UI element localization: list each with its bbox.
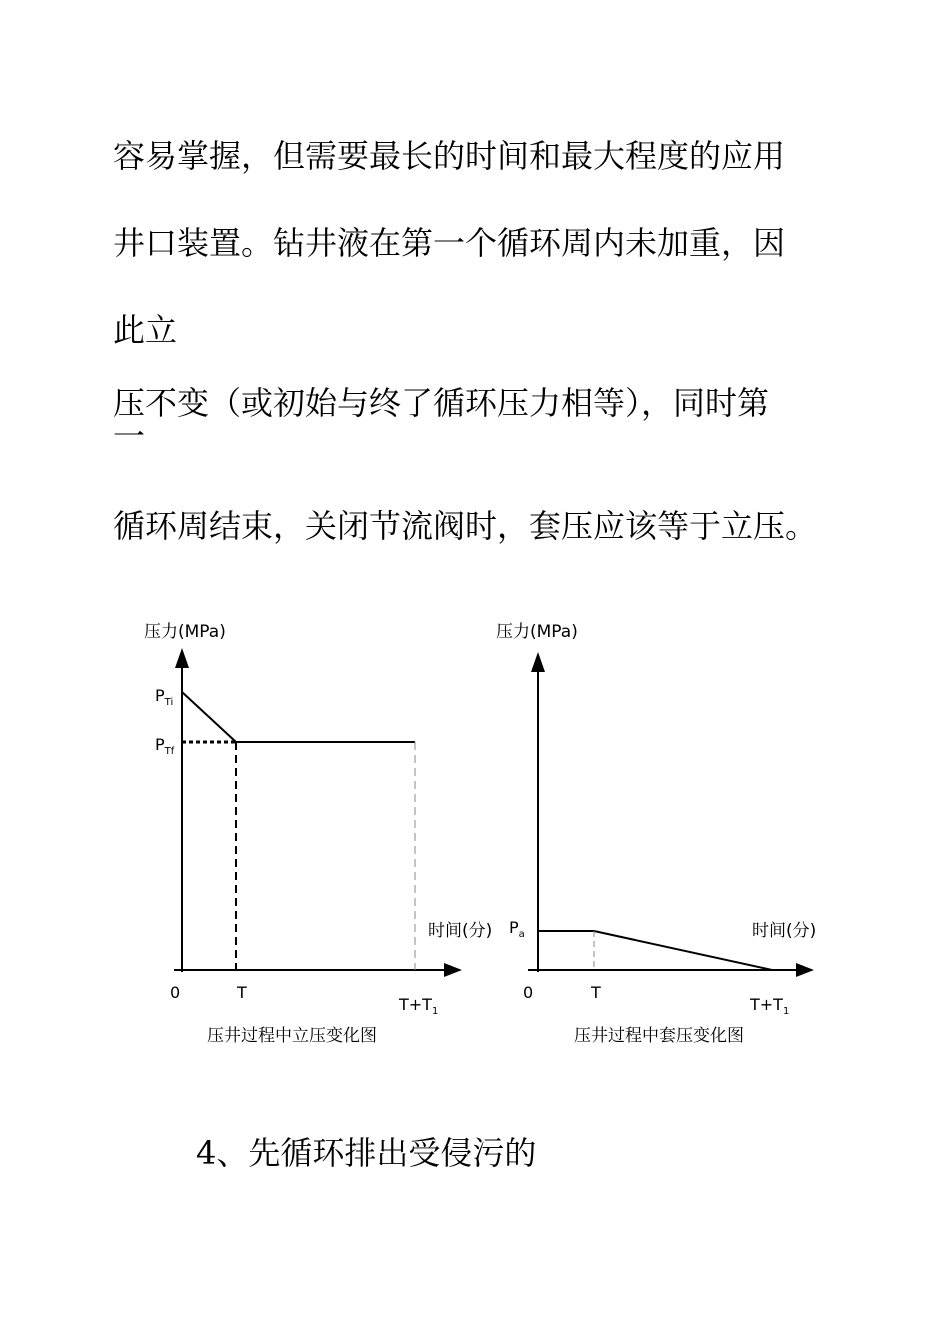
casing-pressure-diagram [496,622,816,1046]
right-t-tick-label: T [591,983,601,1002]
body-text-line-5: 一 [113,417,146,455]
left-t-tick-label: T [237,983,247,1002]
right-x-axis-arrow [796,963,814,977]
body-text-line-3: 此立 [113,311,178,349]
left-x-axis-label: 时间(分) [428,921,493,941]
left-x-axis-arrow [444,963,462,977]
left-pti-label: $P_{Ti}$ [155,686,174,708]
left-diagram-caption: 压井过程中立压变化图 [207,1026,377,1046]
right-x-axis-label: 时间(分) [752,921,817,941]
right-tt1-tick-label: $T+T_1$ [750,995,790,1017]
right-diagram-caption: 压井过程中套压变化图 [574,1026,744,1046]
body-text-line-1: 容易掌握，但需要最长的时间和最大程度的应用 [113,137,786,175]
body-text-line-4: 压不变（或初始与终了循环压力相等），同时第 [113,384,770,422]
right-pressure-decline-line [594,931,772,970]
right-y-axis-label: 压力(MPa) [496,622,578,642]
left-tt1-tick-label: $T+T_1$ [399,995,439,1017]
right-origin-label: 0 [523,983,534,1002]
standpipe-pressure-diagram [144,622,492,1046]
section-heading-4: 4、先循环排出受侵污的 [196,1134,537,1172]
left-pressure-decline-line [182,692,236,742]
body-text-line-6: 循环周结束，关闭节流阀时，套压应该等于立压。 [113,507,818,545]
right-y-axis-arrow [531,652,545,672]
pressure-diagrams-figure [0,600,950,1070]
right-pa-label: $P_a$ [509,918,525,940]
body-text-line-2: 井口装置。钻井液在第一个循环周内未加重，因 [113,224,786,262]
left-y-axis-label: 压力(MPa) [144,622,226,642]
left-ptf-label: $P_{Tf}$ [155,735,175,757]
left-y-axis-arrow [175,648,189,668]
left-origin-label: 0 [170,983,181,1002]
